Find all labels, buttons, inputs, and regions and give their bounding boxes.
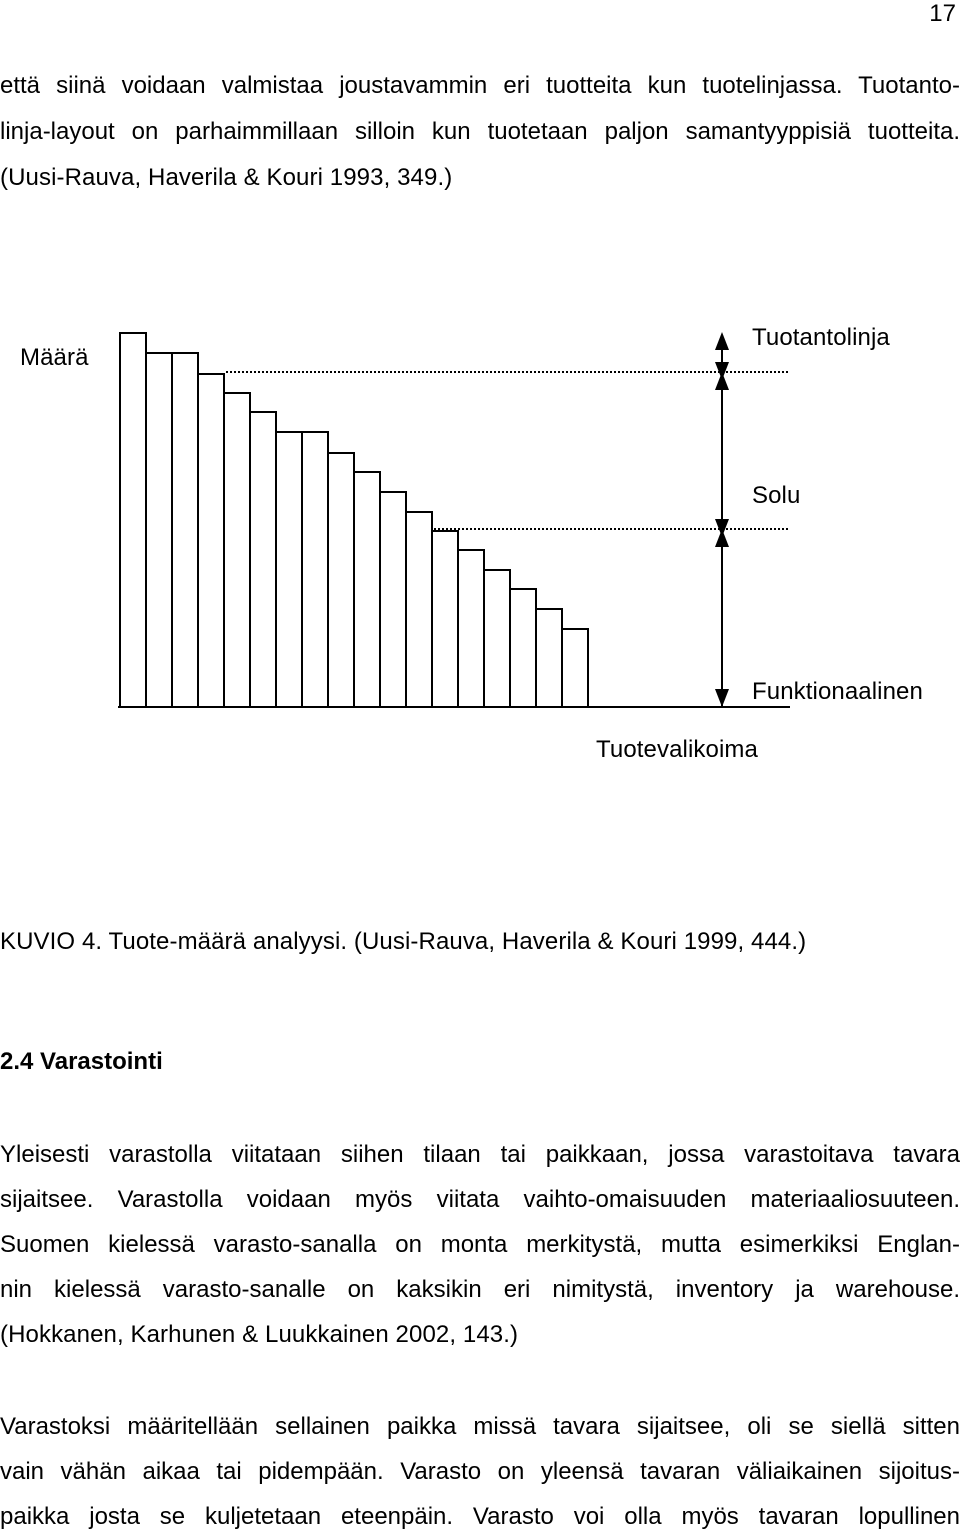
- diagram-bar: [458, 550, 484, 707]
- arrow-up-upper-icon: [715, 372, 729, 390]
- diagram-bar: [562, 629, 588, 707]
- intro-line-1: että siinä voidaan valmistaa joustavammin eri tuotteita kun tuotelinjassa. Tuotanto-: [0, 72, 960, 99]
- intro-line-2: linja-layout on parhaimmillaan silloin kun tuotetaan paljon samantyyppisiä tuotteita.: [0, 118, 960, 145]
- figure-x-axis-label: Tuotevalikoima: [596, 736, 758, 763]
- diagram-bar: [250, 412, 276, 707]
- diagram-bar: [406, 512, 432, 707]
- figure-y-axis-label: Määrä: [20, 344, 89, 371]
- diagram-bar: [354, 472, 380, 707]
- paragraph1-line-5: (Hokkanen, Karhunen & Luukkainen 2002, 143.): [0, 1321, 519, 1348]
- diagram-bar: [510, 589, 536, 707]
- arrow-up-lower-icon: [715, 529, 729, 547]
- paragraph1-line-2: sijaitsee. Varastolla voidaan myös viitata vaihto-omaisuuden materiaaliosuuteen.: [0, 1186, 960, 1213]
- diagram-bar: [536, 609, 562, 707]
- zone-label-tuotantolinja: Tuotantolinja: [752, 324, 890, 351]
- zone-label-funktionaalinen: Funktionaalinen: [752, 678, 923, 705]
- page-number: 17: [929, 0, 956, 27]
- diagram-bar: [432, 531, 458, 707]
- zone-label-solu: Solu: [752, 482, 801, 509]
- diagram-bar: [146, 353, 172, 707]
- paragraph1-line-3: Suomen kielessä varasto-sanalla on monta merkitystä, mutta esimerkiksi Englan-: [0, 1231, 960, 1258]
- diagram-bar: [484, 570, 510, 707]
- diagram-bar: [302, 432, 328, 707]
- diagram-bar: [172, 353, 198, 707]
- diagram-bar: [380, 492, 406, 707]
- intro-line-3: (Uusi-Rauva, Haverila & Kouri 1993, 349.): [0, 164, 453, 191]
- paragraph2-line-3: paikka josta se kuljetetaan eteenpäin. Varasto voi olla myös tavaran lopullinen: [0, 1503, 960, 1530]
- diagram-bar: [198, 374, 224, 707]
- figure-caption: KUVIO 4. Tuote-määrä analyysi. (Uusi-Rauva, Haverila & Kouri 1999, 444.): [0, 928, 807, 955]
- paragraph2-line-2: vain vähän aikaa tai pidempään. Varasto on yleensä tavaran väliaikainen sijoitus-: [0, 1458, 960, 1485]
- diagram-bar: [276, 432, 302, 707]
- diagram-bar: [328, 453, 354, 707]
- arrow-down-bottom-icon: [715, 689, 729, 707]
- section-heading: 2.4 Varastointi: [0, 1048, 163, 1075]
- paragraph1-line-1: Yleisesti varastolla viitataan siihen tilaan tai paikkaan, jossa varastoitava tavara: [0, 1141, 960, 1168]
- diagram-bar: [224, 393, 250, 707]
- paragraph2-line-1: Varastoksi määritellään sellainen paikka missä tavara sijaitsee, oli se siellä sitten: [0, 1413, 960, 1440]
- paragraph1-line-4: nin kielessä varasto-sanalle on kaksikin eri nimitystä, inventory ja warehouse.: [0, 1276, 960, 1303]
- diagram-bar: [120, 333, 146, 707]
- bar-group: [120, 333, 588, 707]
- arrow-up-top-icon: [715, 332, 729, 350]
